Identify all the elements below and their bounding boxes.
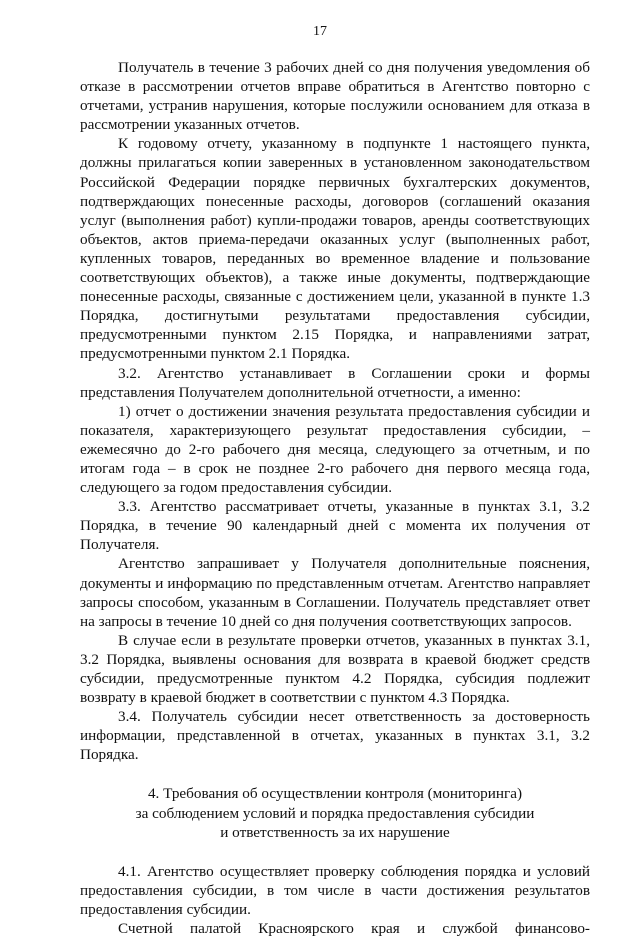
section-4-heading	[80, 784, 590, 841]
section-heading-line-2: за соблюдением условий и порядка предоставления субсидии	[135, 804, 535, 822]
paragraph-agency-requests: Агентство запрашивает у Получателя дополнительные пояснения, документы и информацию по представленным отчетам. Агентство направляет запросы способом, указанным в Соглашении. Получатель представляет ответ на запросы в течение 10 дней со дня получения соответствующих запросов.	[80, 555, 590, 630]
paragraph-3-4: 3.4. Получатель субсидии несет ответственность за достоверность информации, представленной в отчетах, указанных в пунктах 3.1, 3.2 Порядка.	[80, 708, 590, 764]
paragraph-3-2-item-1: 1) отчет о достижении значения результата предоставления субсидии и показателя, характеризующего результат предоставления субсидии, – ежемесячно до 2-го рабочего дня месяца, следующего за отчетным, и по итогам года – в срок не позднее 2-го рабочего дня первого месяца года, следующего за годом предоставления субсидии.	[80, 402, 590, 497]
section-heading-line-3: и ответственность за их нарушение	[220, 823, 450, 841]
document-body	[80, 58, 590, 938]
page-number: 17	[313, 24, 327, 39]
section-heading-line-1: 4. Требования об осуществлении контроля (мониторинга)	[147, 785, 523, 803]
paragraph-3-3: 3.3. Агентство рассматривает отчеты, указанные в пунктах 3.1, 3.2 Порядка, в течение 90 календарный дней с момента их получения от Получателя.	[80, 498, 590, 554]
paragraph-4-1: 4.1. Агентство осуществляет проверку соблюдения порядка и условий предоставления субсидии, в том числе в части достижения результатов предоставления субсидии.	[80, 862, 590, 918]
paragraph-annual-report-attachments: К годовому отчету, указанному в подпункте 1 настоящего пункта, должны прилагаться копии заверенных в установленном законодательством Российской Федерации порядке первичных бухгалтерских документов, подтверждающих понесенные расходы, договоров (соглашений оказания услуг (выполнения работ) купли-продажи товаров, аренды соответствующих объектов, актов приема-передачи оказанных услуг (выполненных работ, купленных товаров, переданных во временное владение и пользование соответствующих объектов), а также иные документы, подтверждающие понесенные расходы, связанные с достижением цели, указанной в пункте 1.3 Порядка, достигнутыми результатами предоставления субсидии, предусмотренными пунктом 2.15 Порядка, и направлениями затрат, предусмотренными пунктом 2.1 Порядка.	[80, 135, 590, 363]
paragraph-audit-chamber: Счетной палатой Красноярского края и службой финансово-	[118, 920, 590, 938]
paragraph-3-2: 3.2. Агентство устанавливает в Соглашении сроки и формы представления Получателем дополнительной отчетности, а именно:	[80, 364, 590, 401]
paragraph-recipient-resubmit: Получатель в течение 3 рабочих дней со дня получения уведомления об отказе в рассмотрении отчетов вправе обратиться в Агентство повторно с отчетами, устранив нарушения, которые послужили основанием для отказа в рассмотрении указанных отчетов.	[80, 59, 590, 134]
paragraph-refund-case: В случае если в результате проверки отчетов, указанных в пунктах 3.1, 3.2 Порядка, выявлены основания для возврата в краевой бюджет средств субсидии, предусмотренные пунктом 4.2 Порядка, субсидия подлежит возврату в краевой бюджет в соответствии с пунктом 4.3 Порядка.	[80, 631, 590, 707]
